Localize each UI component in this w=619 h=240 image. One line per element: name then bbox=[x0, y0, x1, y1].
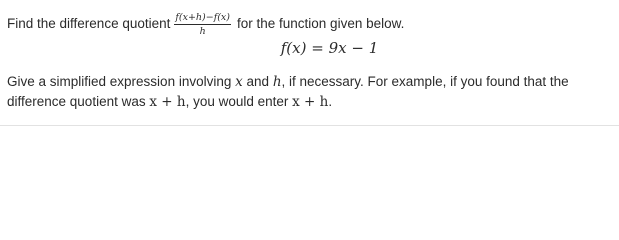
hint-var-h: h bbox=[272, 74, 282, 90]
hint-and: and bbox=[246, 74, 270, 89]
fraction-denominator: h bbox=[199, 25, 206, 37]
equation-lhs: f(x) bbox=[280, 39, 307, 57]
instruction-prefix: Find the difference quotient bbox=[7, 16, 171, 31]
hint-part1: Give a simplified expression involving bbox=[7, 74, 232, 89]
hint-example2: x + h bbox=[292, 94, 329, 110]
hint-var-x: x bbox=[235, 74, 243, 90]
divider bbox=[0, 125, 619, 126]
difference-quotient-fraction bbox=[174, 12, 231, 37]
hint-example: x + h bbox=[149, 94, 186, 110]
answer-hint bbox=[7, 72, 619, 112]
equation-rhs: 9x − 1 bbox=[328, 39, 379, 57]
function-equation bbox=[0, 39, 619, 57]
equation-equals: = bbox=[311, 39, 324, 57]
hint-part3: , you would enter bbox=[185, 94, 289, 109]
fraction-numerator: f(x+h)−f(x) bbox=[175, 11, 230, 23]
hint-end: . bbox=[328, 94, 333, 109]
instruction-line bbox=[7, 10, 404, 38]
hint-part2: , if necessary. For example, if you found that the difference quotient was bbox=[7, 74, 569, 109]
instruction-suffix: for the function given below. bbox=[237, 16, 405, 31]
